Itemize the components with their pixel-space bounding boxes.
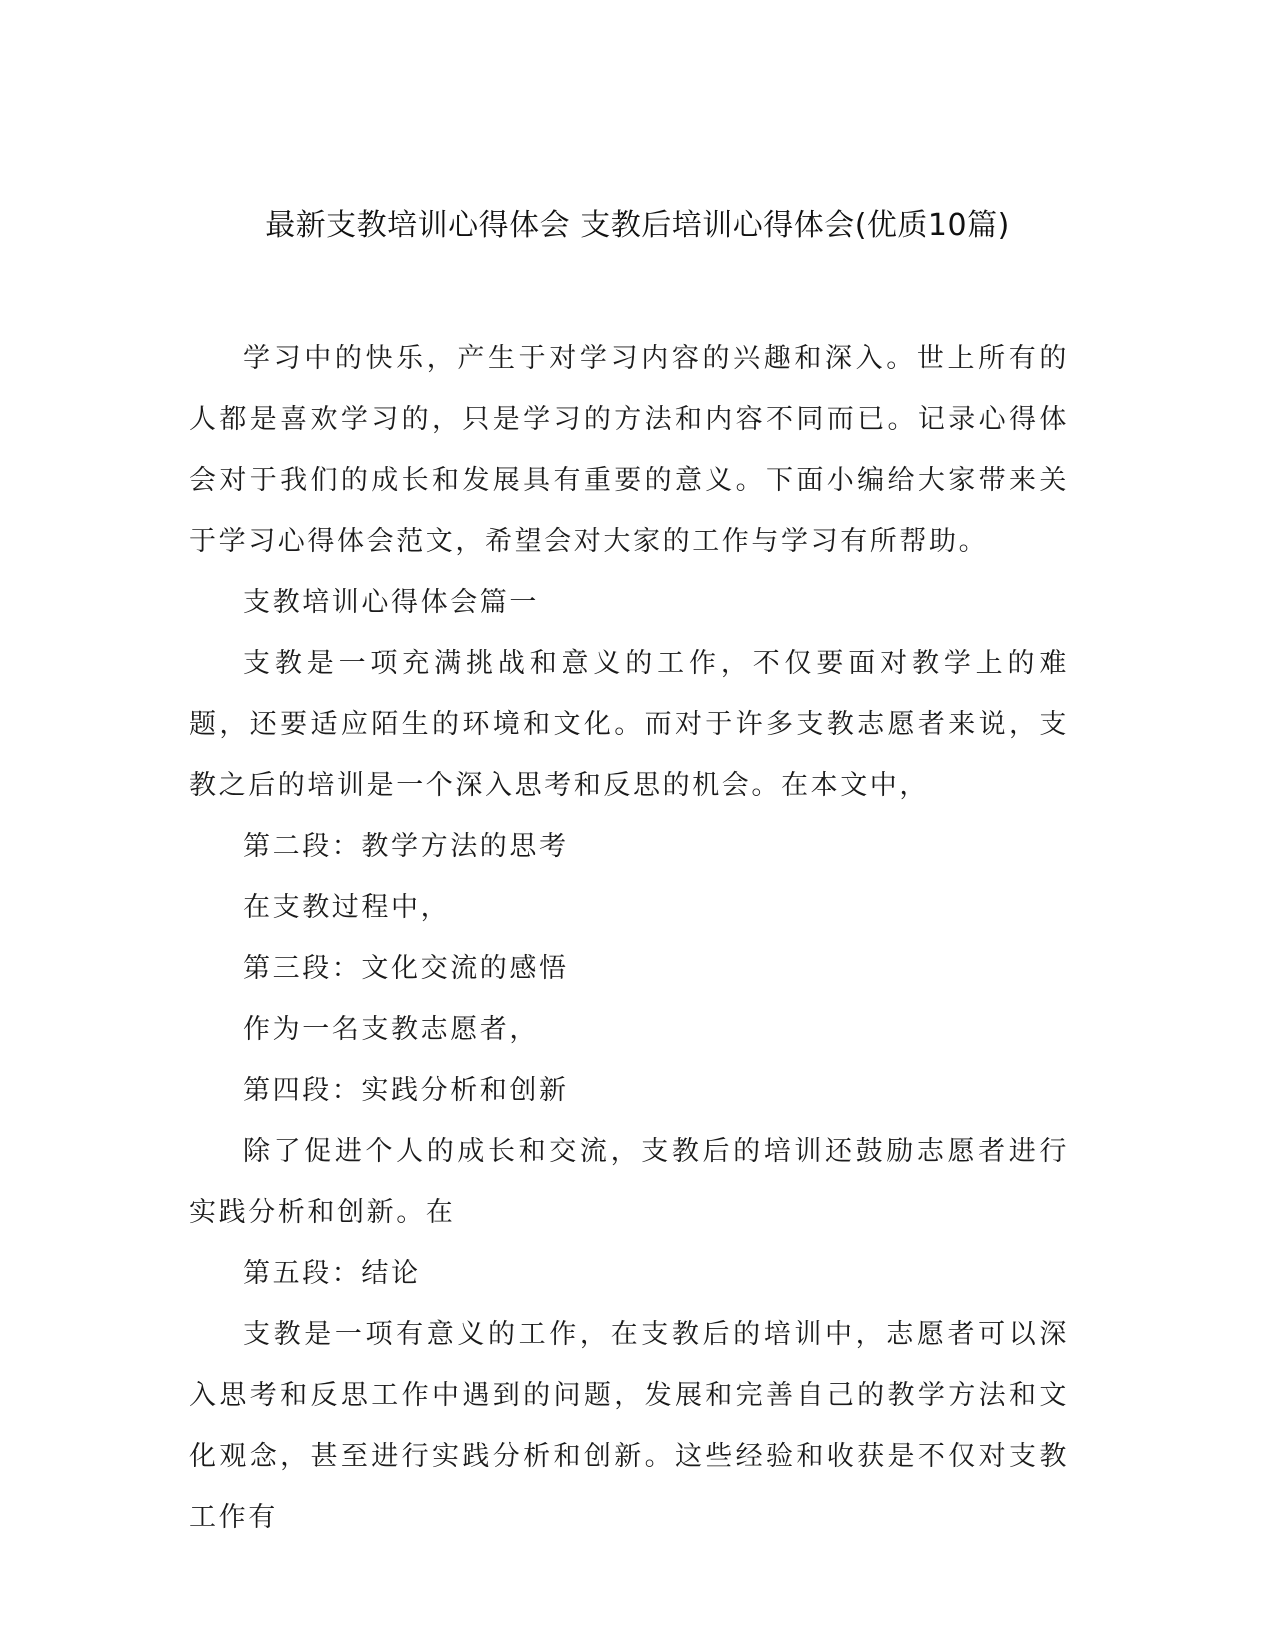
section-heading-fifth: 第五段：结论 <box>243 1258 421 1289</box>
section-heading-part-one: 支教培训心得体会篇一 <box>243 587 539 618</box>
section-heading-third: 第三段：文化交流的感悟 <box>243 953 569 984</box>
body-paragraph: 作为一名支教志愿者， <box>243 1014 539 1045</box>
body-paragraph: 支教是一项有意义的工作，在支教后的培训中，志愿者可以深入思考和反思工作中遇到的问题，发展和完善自己的教学方法和文化观念，甚至进行实践分析和创新。这些经验和收获是不仅对支教工作有 <box>189 1319 1069 1533</box>
body-paragraph: 除了促进个人的成长和交流，支教后的培训还鼓励志愿者进行实践分析和创新。在 <box>189 1136 1069 1228</box>
section-heading-fourth: 第四段：实践分析和创新 <box>243 1075 569 1106</box>
body-paragraph: 支教是一项充满挑战和意义的工作，不仅要面对教学上的难题，还要适应陌生的环境和文化。而对于许多支教志愿者来说，支教之后的培训是一个深入思考和反思的机会。在本文中， <box>189 648 1069 801</box>
intro-paragraph: 学习中的快乐，产生于对学习内容的兴趣和深入。世上所有的人都是喜欢学习的，只是学习的方法和内容不同而已。记录心得体会对于我们的成长和发展具有重要的意义。下面小编给大家带来关于学习心得体会范文，希望会对大家的工作与学习有所帮助。 <box>189 343 1069 557</box>
document-title: 最新支教培训心得体会 支教后培训心得体会(优质10篇) <box>265 208 1010 243</box>
section-heading-second: 第二段：教学方法的思考 <box>243 831 569 862</box>
body-paragraph: 在支教过程中， <box>243 892 451 923</box>
document-body <box>189 328 1069 1548</box>
